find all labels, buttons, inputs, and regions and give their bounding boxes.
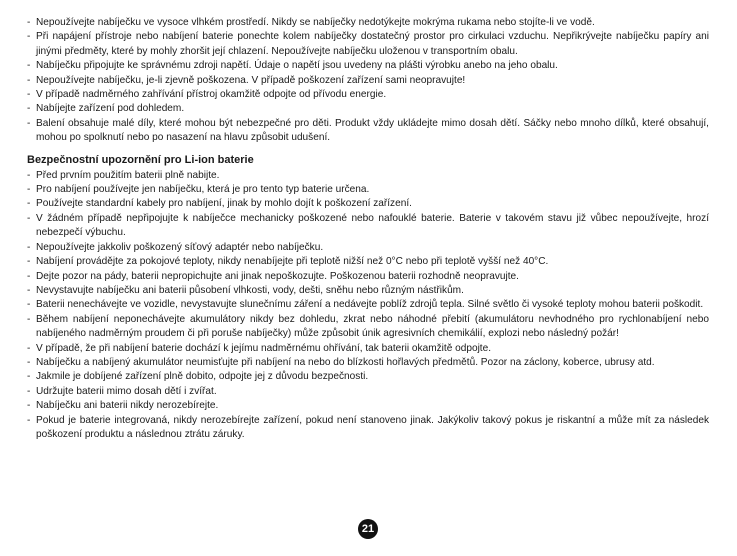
list-item: - Balení obsahuje malé díly, které mohou být nebezpečné pro děti. Produkt vždy ukládejte mimo dosah dětí. Sáčky nebo mnoho dílků, které obsahují, mohou po spolknutí nebo po nasazení na hlavu způsobit udušení.	[27, 117, 709, 146]
section-heading: Bezpečnostní upozornění pro Li-ion baterie	[27, 153, 254, 166]
list-item: - Nabíjejte zařízení pod dohledem.	[27, 102, 709, 116]
list-item: - Baterii nenechávejte ve vozidle, nevystavujte slunečnímu záření a nedávejte poblíž zdrojů tepla. Silné světlo či vysoké teploty mohou baterii poškodit.	[27, 298, 709, 312]
list-item: - Nepoužívejte nabíječku ve vysoce vlhkém prostředí. Nikdy se nabíječky nedotýkejte mokrýma rukama nebo stojíte-li ve vodě.	[27, 16, 709, 30]
list-item: - Nevystavujte nabíječku ani baterii působení vlhkosti, vody, dešti, sněhu nebo různým nástřikům.	[27, 284, 709, 298]
list-item: - V případě, že při nabíjení baterie dochází k jejímu nadměrnému ohřívání, tak baterii okamžitě odpojte.	[27, 342, 709, 356]
list-item: - Nabíječku ani baterii nikdy nerozebírejte.	[27, 399, 709, 413]
general-warnings-list	[27, 16, 709, 146]
list-item: - Nepoužívejte jakkoliv poškozený síťový adaptér nebo nabíječku.	[27, 241, 709, 255]
list-item: - Nabíječku připojujte ke správnému zdroji napětí. Údaje o napětí jsou uvedeny na plášti výrobku anebo na jeho obalu.	[27, 59, 709, 73]
list-item: - Nabíjení provádějte za pokojové teploty, nikdy nenabíjejte při teplotě nižší než 0°C nebo při teplotě vyšší než 40°C.	[27, 255, 709, 269]
list-item: - Udržujte baterii mimo dosah dětí i zvířat.	[27, 385, 709, 399]
list-item: - V případě nadměrného zahřívání přístroj okamžitě odpojte od přívodu energie.	[27, 88, 709, 102]
page-number-badge: 21	[358, 519, 378, 539]
list-item: - Pro nabíjení používejte jen nabíječku, která je pro tento typ baterie určena.	[27, 183, 709, 197]
list-item: - Dejte pozor na pády, baterii nepropichujte ani jinak nepoškozujte. Poškozenou baterii rozhodně neopravujte.	[27, 270, 709, 284]
list-item: - V žádném případě nepřipojujte k nabíječce mechanicky poškozené nebo nafouklé baterie. Baterie v takovém stavu již vůbec nepoužívejte, hrozí nebezpečí výbuchu.	[27, 212, 709, 241]
list-item: - Během nabíjení neponechávejte akumulátory nikdy bez dohledu, zkrat nebo náhodné přebití (akumulátoru nevhodného pro rychlonabíjení nebo nabíjeného nadměrným proudem či při poruše nabíječky) může způsobit únik agresivních chemikálií, explozi nebo následný požár!	[27, 313, 709, 342]
list-item: - Nabíječku a nabíjený akumulátor neumisťujte při nabíjení na nebo do blízkosti hořlavých předmětů. Pozor na záclony, koberce, ubrusy atd.	[27, 356, 709, 370]
list-item: - Pokud je baterie integrovaná, nikdy nerozebírejte zařízení, pokud není stanoveno jinak. Jakýkoliv takový pokus je riskantní a může mít za následek poškození produktu a následnou ztrátu záruky.	[27, 414, 709, 443]
list-item: - Nepoužívejte nabíječku, je-li zjevně poškozena. V případě poškození zařízení sami neopravujte!	[27, 74, 709, 88]
list-item: - Při napájení přístroje nebo nabíjení baterie ponechte kolem nabíječky dostatečný prostor pro cirkulaci vzduchu. Nepřikrývejte nabíječku papíry ani jinými předměty, které by mohly zhoršit její chlazení. Nepoužívejte nabíječku uloženou v transportním obalu.	[27, 30, 709, 59]
liion-warnings-list	[27, 169, 709, 443]
list-item: - Používejte standardní kabely pro nabíjení, jinak by mohlo dojít k poškození zařízení.	[27, 197, 709, 211]
list-item: - Před prvním použitím baterii plně nabijte.	[27, 169, 709, 183]
list-item: - Jakmile je dobíjené zařízení plně dobito, odpojte jej z důvodu bezpečnosti.	[27, 370, 709, 384]
manual-page	[27, 16, 709, 442]
